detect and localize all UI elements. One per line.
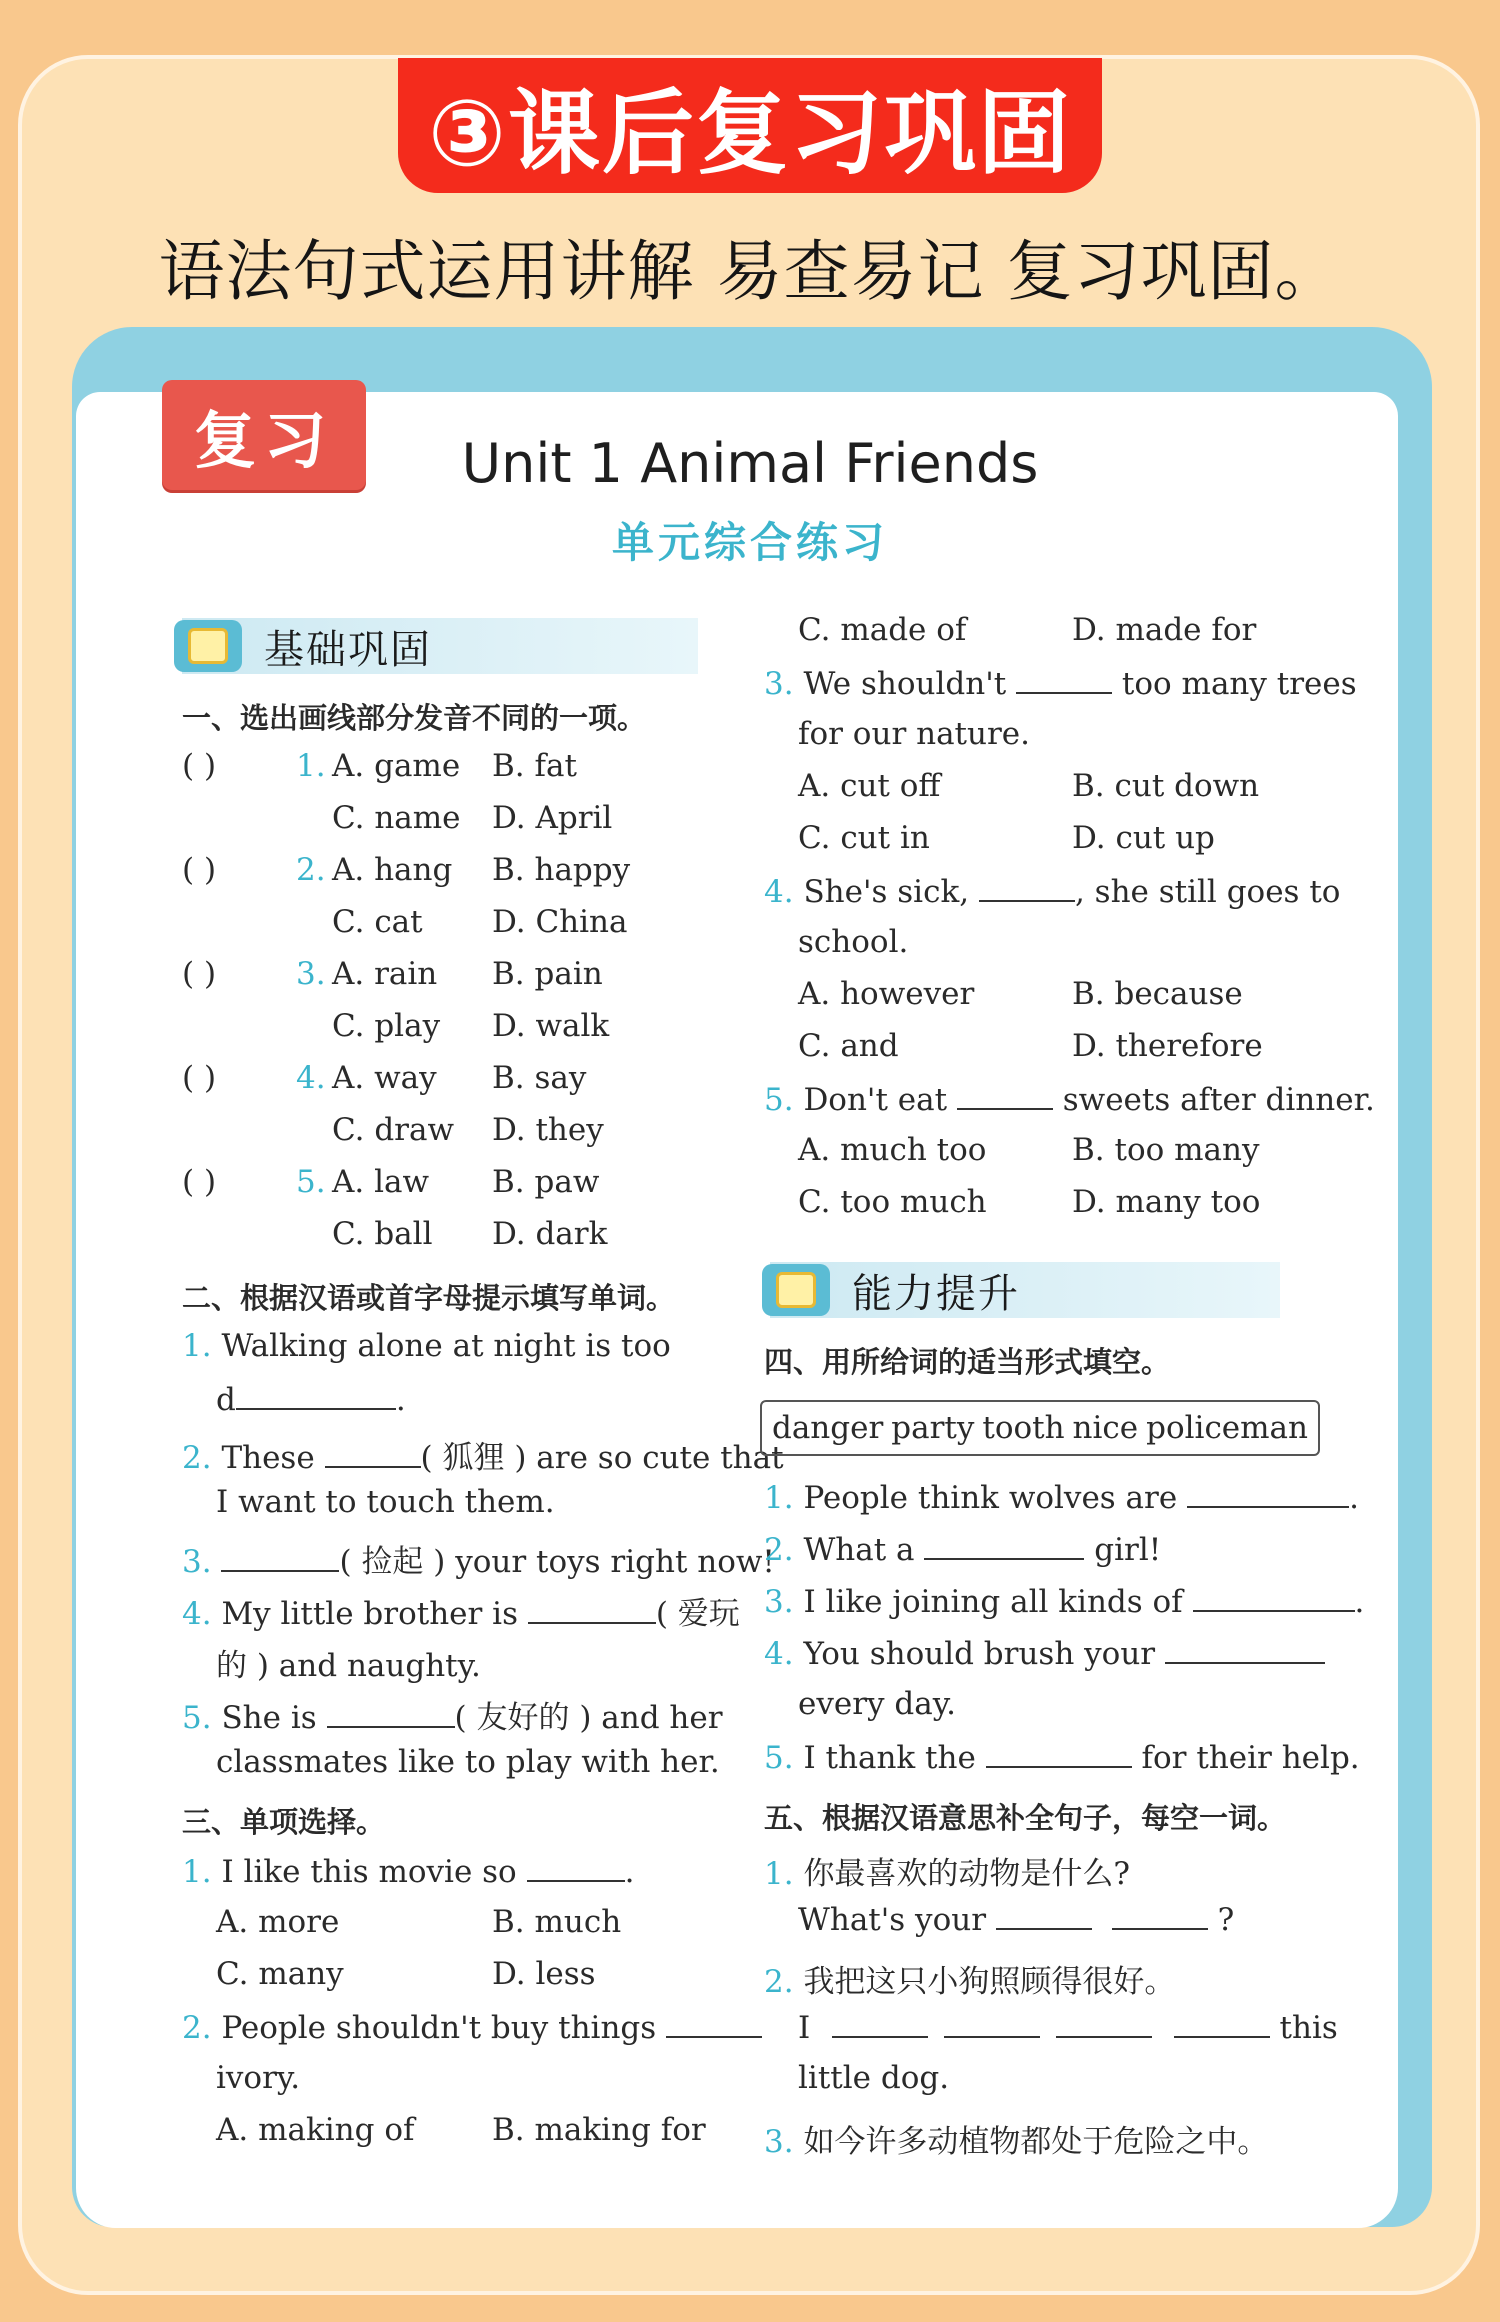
answer-blank[interactable] bbox=[832, 2008, 928, 2038]
item-number: 5. bbox=[764, 1740, 794, 1776]
section-basic-header bbox=[182, 618, 698, 674]
sentence-text: She is bbox=[221, 1700, 317, 1736]
part3-q2 bbox=[182, 2008, 762, 2046]
item-number: 5. bbox=[182, 1700, 212, 1736]
part4-heading: 四、用所给词的适当形式填空。 bbox=[764, 1345, 1171, 1379]
answer-blank[interactable] bbox=[924, 1530, 1084, 1560]
part2-q5 bbox=[182, 1692, 723, 1737]
sentence-text: ( 爱玩 bbox=[655, 1596, 740, 1632]
answer-blank[interactable] bbox=[1016, 664, 1112, 694]
option-d: D. many too bbox=[1072, 1184, 1261, 1220]
part4-q4 bbox=[764, 1634, 1325, 1672]
option-b: B. too many bbox=[1072, 1132, 1260, 1168]
sentence-text: ( 捡起 ) your toys right now! bbox=[339, 1544, 775, 1580]
item-number: 3. bbox=[182, 1544, 212, 1580]
item-number: 4. bbox=[764, 1636, 794, 1672]
answer-blank[interactable] bbox=[944, 2008, 1040, 2038]
option-a: A. way bbox=[332, 1060, 437, 1096]
answer-blank[interactable] bbox=[528, 1594, 656, 1624]
unit-title: Unit 1 Animal Friends bbox=[461, 432, 1039, 495]
part4-q3: 3. I like joining all kinds of . bbox=[764, 1584, 1365, 1620]
answer-paren[interactable]: ( ) bbox=[182, 1060, 217, 1096]
sentence-text: ivory. bbox=[216, 2060, 301, 2096]
option-d: D. they bbox=[492, 1112, 604, 1148]
sentence-text: sweets after dinner. bbox=[1062, 1082, 1375, 1118]
answer-blank[interactable] bbox=[325, 1438, 421, 1468]
sentence-text: These bbox=[221, 1440, 315, 1476]
word-bank-item: party bbox=[891, 1410, 975, 1446]
section-advanced-header bbox=[770, 1262, 1280, 1318]
answer-blank[interactable] bbox=[986, 1738, 1132, 1768]
option-d: D. dark bbox=[492, 1216, 608, 1252]
chinese-prompt: 如今许多动植物都处于危险之中。 bbox=[803, 2124, 1269, 2160]
option-c: C. too much bbox=[798, 1184, 987, 1220]
item-number: 3. bbox=[764, 2124, 794, 2160]
sentence-text: People shouldn't buy things bbox=[221, 2010, 657, 2046]
word-bank-item: nice bbox=[1072, 1410, 1139, 1446]
part2-heading: 二、根据汉语或首字母提示填写单词。 bbox=[182, 1281, 676, 1315]
option-a: A. hang bbox=[332, 852, 453, 888]
answer-paren[interactable]: ( ) bbox=[182, 956, 217, 992]
item-number: 1. bbox=[764, 1856, 794, 1892]
option-d: D. China bbox=[492, 904, 628, 940]
option-b: B. cut down bbox=[1072, 768, 1260, 804]
item-number: 3. bbox=[764, 1584, 794, 1620]
option-c: C. and bbox=[798, 1028, 899, 1064]
sentence-text: ? bbox=[1217, 1902, 1235, 1938]
item-number: 2. bbox=[182, 2010, 212, 2046]
word-bank-item: policeman bbox=[1146, 1410, 1308, 1446]
item-number: 4. bbox=[764, 874, 794, 910]
option-c: C. many bbox=[216, 1956, 344, 1992]
answer-blank[interactable] bbox=[1193, 1582, 1355, 1612]
option-a: A. making of bbox=[216, 2112, 415, 2148]
option-b: B. pain bbox=[492, 956, 603, 992]
answer-blank[interactable] bbox=[1174, 2008, 1270, 2038]
unit-subtitle: 单元综合练习 bbox=[611, 518, 888, 567]
part5-q2-chinese bbox=[764, 1956, 1175, 2001]
item-number: 5. bbox=[764, 1082, 794, 1118]
option-a: A. cut off bbox=[798, 768, 941, 804]
sentence-text: My little brother is bbox=[221, 1596, 518, 1632]
part2-q2 bbox=[182, 1432, 784, 1477]
option-d: D. walk bbox=[492, 1008, 610, 1044]
answer-paren[interactable]: ( ) bbox=[182, 1164, 217, 1200]
answer-blank[interactable] bbox=[1187, 1478, 1349, 1508]
word-bank-item: danger bbox=[771, 1410, 884, 1446]
answer-blank[interactable] bbox=[236, 1380, 396, 1410]
answer-paren[interactable]: ( ) bbox=[182, 852, 217, 888]
part3-q3 bbox=[764, 664, 1357, 702]
option-a: A. law bbox=[332, 1164, 430, 1200]
option-c: C. cut in bbox=[798, 820, 930, 856]
review-badge: 复习 bbox=[162, 380, 366, 490]
option-a: A. rain bbox=[332, 956, 438, 992]
option-a: A. much too bbox=[798, 1132, 987, 1168]
part3-q1: 1. I like this movie so . bbox=[182, 1854, 635, 1890]
chinese-prompt: 你最喜欢的动物是什么? bbox=[803, 1856, 1131, 1892]
part3-q5 bbox=[764, 1080, 1375, 1118]
sentence-text: classmates like to play with her. bbox=[216, 1744, 720, 1780]
option-d: D. April bbox=[492, 800, 613, 836]
answer-blank[interactable] bbox=[221, 1542, 339, 1572]
item-number: 1. bbox=[182, 1854, 212, 1890]
option-d: D. made for bbox=[1072, 612, 1257, 648]
option-b: B. much bbox=[492, 1904, 622, 1940]
part2-q3 bbox=[182, 1536, 775, 1581]
sentence-text: We shouldn't bbox=[803, 666, 1007, 702]
word-bank-item: tooth bbox=[982, 1410, 1065, 1446]
sentence-text: I like this movie so bbox=[221, 1854, 517, 1890]
part4-q5 bbox=[764, 1738, 1360, 1776]
option-d: D. cut up bbox=[1072, 820, 1215, 856]
option-d: D. therefore bbox=[1072, 1028, 1263, 1064]
item-number: 2. bbox=[182, 1440, 212, 1476]
item-number: 1. bbox=[182, 1328, 212, 1364]
sentence-text: this bbox=[1279, 2010, 1338, 2046]
item-number: 4. bbox=[182, 1596, 212, 1632]
section-basic-title: 基础巩固 bbox=[264, 626, 432, 673]
option-b: B. say bbox=[492, 1060, 587, 1096]
sentence-text: I thank the bbox=[803, 1740, 976, 1776]
answer-blank[interactable] bbox=[666, 2008, 762, 2038]
sentence-text: girl! bbox=[1094, 1532, 1162, 1568]
option-b: B. because bbox=[1072, 976, 1243, 1012]
part2-q4 bbox=[182, 1588, 740, 1633]
sentence-text: school. bbox=[798, 924, 909, 960]
item-number: 2. bbox=[764, 1532, 794, 1568]
item-number: 2. bbox=[764, 1964, 794, 2000]
part5-q1-chinese bbox=[764, 1848, 1130, 1893]
sentence-text: every day. bbox=[798, 1686, 956, 1722]
item-number: 2. bbox=[296, 852, 326, 888]
part2-q1-cont bbox=[216, 1380, 406, 1418]
item-number: 3. bbox=[296, 956, 326, 992]
option-c: C. name bbox=[332, 800, 461, 836]
answer-blank[interactable] bbox=[527, 1852, 625, 1882]
sentence-text: for their help. bbox=[1141, 1740, 1360, 1776]
sentence-text: . bbox=[395, 1382, 406, 1418]
sentence-text: People think wolves are bbox=[803, 1480, 1178, 1516]
option-b: B. happy bbox=[492, 852, 631, 888]
sentence-text: Walking alone at night is too bbox=[221, 1328, 671, 1364]
part5-heading: 五、根据汉语意思补全句子，每空一词。 bbox=[764, 1801, 1287, 1835]
option-c: C. made of bbox=[798, 612, 967, 648]
part3-q4 bbox=[764, 872, 1340, 910]
sentence-text: I want to touch them. bbox=[216, 1484, 555, 1520]
sentence-text: What's your bbox=[798, 1902, 987, 1938]
sentence-text: I bbox=[798, 2010, 811, 2046]
sentence-text: ( 狐狸 ) are so cute that bbox=[420, 1440, 784, 1476]
answer-paren[interactable]: ( ) bbox=[182, 748, 217, 784]
sentence-text: I like joining all kinds of bbox=[803, 1584, 1183, 1620]
sentence-text: too many trees bbox=[1121, 666, 1357, 702]
section-banner: ③课后复习巩固 bbox=[398, 58, 1102, 193]
answer-blank[interactable] bbox=[1056, 2008, 1152, 2038]
sentence-text: 的 ) and naughty. bbox=[216, 1648, 481, 1684]
sentence-text: little dog. bbox=[798, 2060, 950, 2096]
section-advanced-title: 能力提升 bbox=[852, 1270, 1020, 1317]
sentence-text: What a bbox=[803, 1532, 915, 1568]
part3-heading: 三、单项选择。 bbox=[182, 1805, 386, 1839]
sentence-text: Don't eat bbox=[803, 1082, 948, 1118]
option-a: A. game bbox=[332, 748, 461, 784]
part5-q3-chinese bbox=[764, 2116, 1268, 2161]
sentence-text: She's sick, bbox=[803, 874, 970, 910]
option-a: A. more bbox=[216, 1904, 340, 1940]
answer-blank[interactable] bbox=[996, 1900, 1092, 1930]
option-c: C. play bbox=[332, 1008, 441, 1044]
part2-q1 bbox=[182, 1328, 671, 1364]
sentence-text: ( 友好的 ) and her bbox=[454, 1700, 723, 1736]
part5-q1-english bbox=[798, 1900, 1234, 1938]
option-d: D. less bbox=[492, 1956, 596, 1992]
item-number: 1. bbox=[296, 748, 326, 784]
word-bank bbox=[760, 1400, 1320, 1456]
option-a: A. however bbox=[798, 976, 975, 1012]
item-number: 4. bbox=[296, 1060, 326, 1096]
bell-icon bbox=[762, 1264, 830, 1316]
answer-blank[interactable] bbox=[327, 1698, 455, 1728]
tagline: 语法句式运用讲解 易查易记 复习巩固。 bbox=[158, 233, 1342, 310]
part4-q1: 1. People think wolves are . bbox=[764, 1480, 1359, 1516]
option-c: C. draw bbox=[332, 1112, 455, 1148]
part1-heading: 一、选出画线部分发音不同的一项。 bbox=[182, 701, 647, 735]
answer-blank[interactable] bbox=[957, 1080, 1053, 1110]
sentence-text: , she still goes to bbox=[1074, 874, 1341, 910]
option-b: B. making for bbox=[492, 2112, 706, 2148]
option-c: C. cat bbox=[332, 904, 423, 940]
sentence-text: for our nature. bbox=[798, 716, 1031, 752]
item-number: 1. bbox=[764, 1480, 794, 1516]
chinese-prompt: 我把这只小狗照顾得很好。 bbox=[803, 1964, 1176, 2000]
item-number: 5. bbox=[296, 1164, 326, 1200]
part4-q2 bbox=[764, 1530, 1161, 1568]
option-b: B. paw bbox=[492, 1164, 600, 1200]
part5-q2-english bbox=[798, 2008, 1338, 2046]
sentence-text: You should brush your bbox=[803, 1636, 1156, 1672]
option-b: B. fat bbox=[492, 748, 577, 784]
option-c: C. ball bbox=[332, 1216, 433, 1252]
clipboard-icon bbox=[174, 620, 242, 672]
answer-blank[interactable] bbox=[1165, 1634, 1325, 1664]
answer-blank[interactable] bbox=[1112, 1900, 1208, 1930]
hint-letter: d bbox=[216, 1382, 236, 1418]
answer-blank[interactable] bbox=[979, 872, 1075, 902]
item-number: 3. bbox=[764, 666, 794, 702]
